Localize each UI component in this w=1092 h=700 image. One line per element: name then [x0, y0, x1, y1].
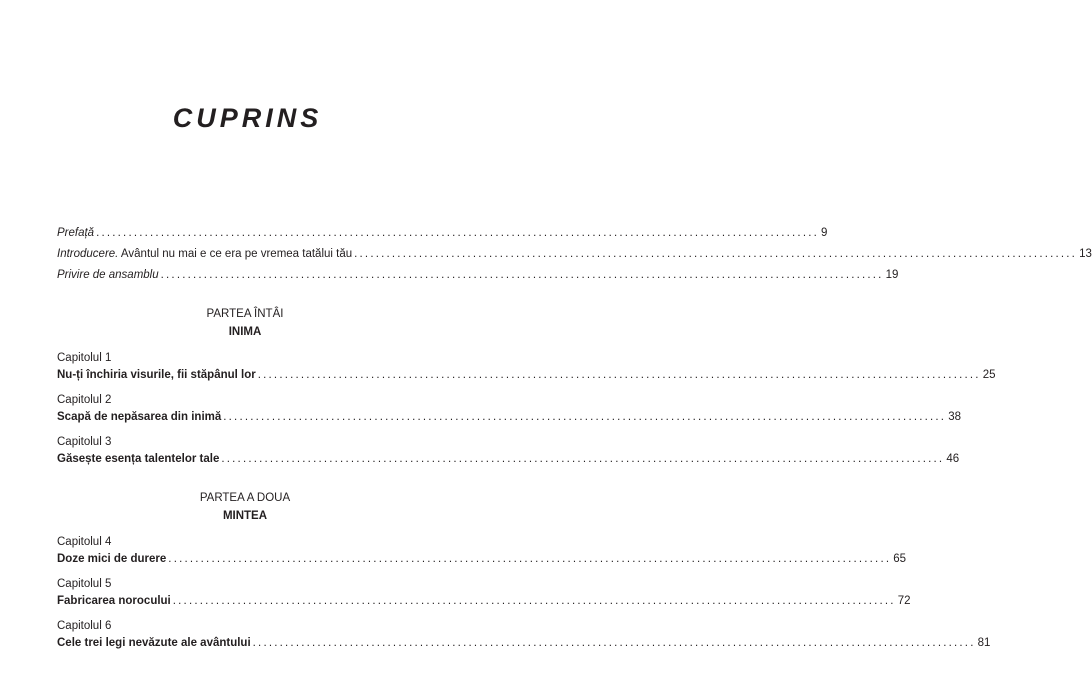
dot-leader: ......................................................................................................................................: [257, 369, 981, 381]
chapter-title: Găsește esența talentelor tale: [57, 453, 220, 465]
chapter-title: Fabricarea norocului: [57, 595, 171, 607]
toc-page-number: 25: [982, 369, 996, 381]
part-title: MINTEA: [222, 510, 268, 522]
part-title: INIMA: [228, 326, 262, 338]
dot-leader: ......................................................................................................................................: [96, 227, 820, 239]
chapter-number: Capitolul 2: [57, 394, 112, 406]
dot-leader: ......................................................................................................................................: [172, 595, 896, 607]
part-heading: PARTEA A DOUA: [199, 492, 291, 504]
chapter-title: Nu-ți închiria visurile, fii stăpânul lor: [57, 369, 256, 381]
toc-page-number: 9: [821, 227, 828, 239]
toc-page-number: 72: [897, 595, 911, 607]
page-title: CUPRINS: [172, 103, 323, 133]
chapter-title: Cele trei legi nevăzute ale avântului: [57, 637, 251, 649]
chapter-number: Capitolul 6: [57, 620, 112, 632]
toc-entry-label: [57, 247, 352, 262]
dot-leader: ......................................................................................................................................: [160, 269, 884, 281]
toc-entry-label: [57, 226, 94, 241]
toc-page-number: 19: [885, 269, 899, 281]
chapter-number: Capitolul 1: [57, 352, 112, 364]
toc-page-number: 81: [977, 637, 991, 649]
dot-leader: ......................................................................................................................................: [168, 553, 892, 565]
toc-entry-italic-label: Introducere.: [57, 248, 119, 260]
toc-entry-chapter: [57, 594, 911, 609]
toc-entry-chapter: [57, 452, 960, 467]
chapter-title: Scapă de nepăsarea din inimă: [57, 411, 222, 423]
toc-page-number: 46: [946, 453, 960, 465]
chapter-number: Capitolul 5: [57, 578, 112, 590]
toc-entry-chapter: [57, 368, 996, 383]
toc-page-number: 13: [1079, 248, 1092, 260]
toc-entry-italic-label: Prefață: [57, 227, 95, 239]
toc-entry-prefata: [57, 226, 828, 241]
toc-entry-rest: Avântul nu mai e ce era pe vremea tatălui tău: [118, 248, 353, 260]
toc-entry-privire: [57, 268, 899, 283]
chapter-title: Doze mici de durere: [57, 553, 167, 565]
toc-entry-chapter: [57, 636, 991, 651]
chapter-number: Capitolul 4: [57, 536, 112, 548]
toc-entry-chapter: [57, 410, 962, 425]
toc-page-number: 38: [948, 411, 962, 423]
dot-leader: ......................................................................................................................................: [221, 453, 945, 465]
toc-entry-italic-label: Privire de ansamblu: [57, 269, 159, 281]
toc-page-number: 65: [893, 553, 907, 565]
chapter-number: Capitolul 3: [57, 436, 112, 448]
table-of-contents: [57, 226, 1092, 651]
toc-entry-introducere: [57, 247, 1092, 262]
dot-leader: ......................................................................................................................................: [223, 411, 947, 423]
dot-leader: ......................................................................................................................................: [354, 248, 1078, 260]
part-heading: PARTEA ÎNTÂI: [206, 308, 284, 320]
toc-entry-chapter: [57, 552, 907, 567]
toc-entry-label: [57, 268, 159, 283]
dot-leader: ......................................................................................................................................: [252, 637, 976, 649]
